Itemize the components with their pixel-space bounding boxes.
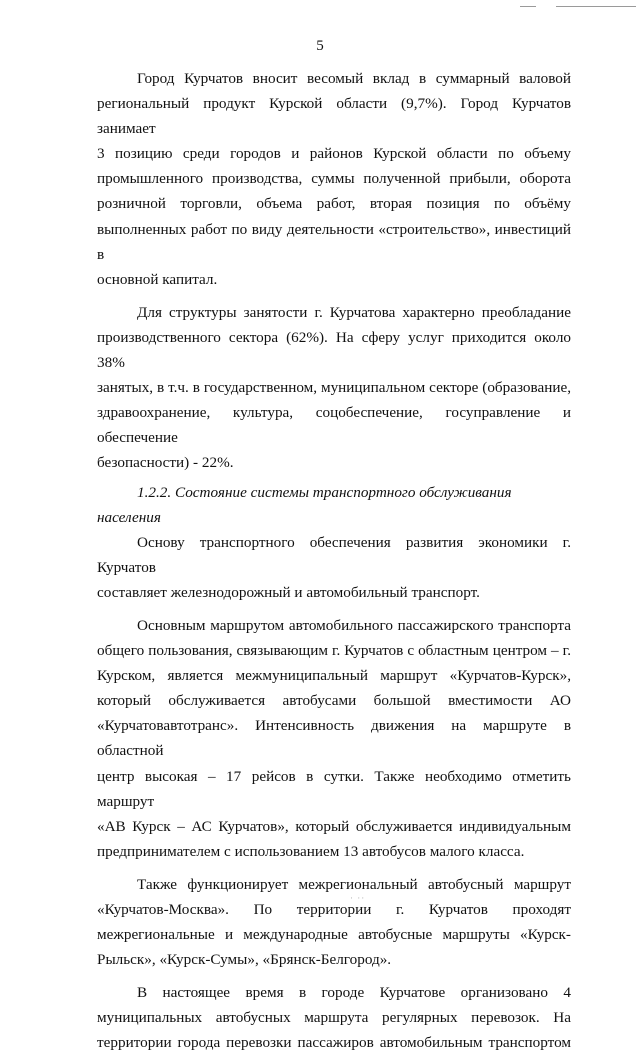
text-line: «Курчатов-Москва». По территории г. Курчатов проходят <box>97 901 571 918</box>
text-line: производственного сектора (62%). На сферу услуг приходится около 38% <box>97 328 571 372</box>
paragraph-main-route <box>97 613 571 864</box>
text-line: межрегиональные и международные автобусные маршруты «Курск- <box>97 926 571 944</box>
text-line: основной капитал. <box>97 270 218 288</box>
text-line: «АВ Курск – АС Курчатов», который обслуживается индивидуальным <box>97 817 571 835</box>
document-body <box>97 66 571 1056</box>
text-line: Основу транспортного обеспечения развития экономики г. Курчатов <box>97 533 571 576</box>
scan-edge-mark <box>556 6 636 7</box>
paragraph-transport-basis <box>97 530 571 605</box>
text-line: розничной торговли, объема работ, вторая позиция по объёму <box>97 195 571 213</box>
scan-edge-mark <box>520 6 536 7</box>
paragraph-employment <box>97 300 571 476</box>
text-line: промышленного производства, суммы полученной прибыли, оборота <box>97 170 571 188</box>
text-line: 3 позицию среди городов и районов Курской области по объему <box>97 145 571 163</box>
text-line: центр высокая – 17 рейсов в сутки. Также необходимо отметить маршрут <box>97 767 571 810</box>
paragraph-municipal-routes <box>97 980 571 1055</box>
paragraph-interregional-routes <box>97 872 571 972</box>
text-line: «Курчатовавтотранс». Интенсивность движения на маршруте в областной <box>97 717 571 760</box>
text-line: здравоохранение, культура, соцобеспечение, госуправление и обеспечение <box>97 404 571 447</box>
text-line: составляет железнодорожный и автомобильный транспорт. <box>97 583 480 601</box>
page-number: 5 <box>316 38 324 54</box>
section-heading: 1.2.2. Состояние системы транспортного обслуживания населения <box>97 483 512 526</box>
text-line: выполненных работ по виду деятельности «строительство», инвестиций в <box>97 220 571 263</box>
text-line: региональный продукт Курской области (9,7%). Город Курчатов занимает <box>97 95 571 138</box>
text-line: Основным маршрутом автомобильного пассажирского транспорта <box>137 616 571 634</box>
text-line: муниципальных автобусных маршрута регулярных перевозок. На <box>97 1009 571 1027</box>
text-line: В настоящее время в городе Курчатове организовано 4 <box>137 984 571 1002</box>
text-line: который обслуживается автобусами большой вместимости АО <box>97 692 571 710</box>
text-line: безопасности) - 22%. <box>97 454 234 472</box>
text-line: Также функционирует межрегиональный автобусный маршрут <box>137 875 571 893</box>
text-line: предпринимателем с использованием 13 автобусов малого класса. <box>97 842 525 860</box>
text-line: территории города перевозки пассажиров автомобильным транспортом <box>97 1034 571 1052</box>
text-line: Город Курчатов вносит весомый вклад в суммарный валовой <box>137 70 571 87</box>
text-line: Для структуры занятости г. Курчатова характерно преобладание <box>137 303 571 321</box>
scan-artifact: · ·· <box>350 893 366 903</box>
text-line: занятых, в т.ч. в государственном, муниципальном секторе (образование, <box>97 379 571 397</box>
text-line: Курском, является межмуниципальный маршрут «Курчатов-Курск», <box>97 667 571 685</box>
text-line: общего пользования, связывающим г. Курчатов с областным центром – г. <box>97 642 571 660</box>
text-line: Рыльск», «Курск-Сумы», «Брянск-Белгород». <box>97 951 392 969</box>
paragraph-economy <box>97 66 571 292</box>
